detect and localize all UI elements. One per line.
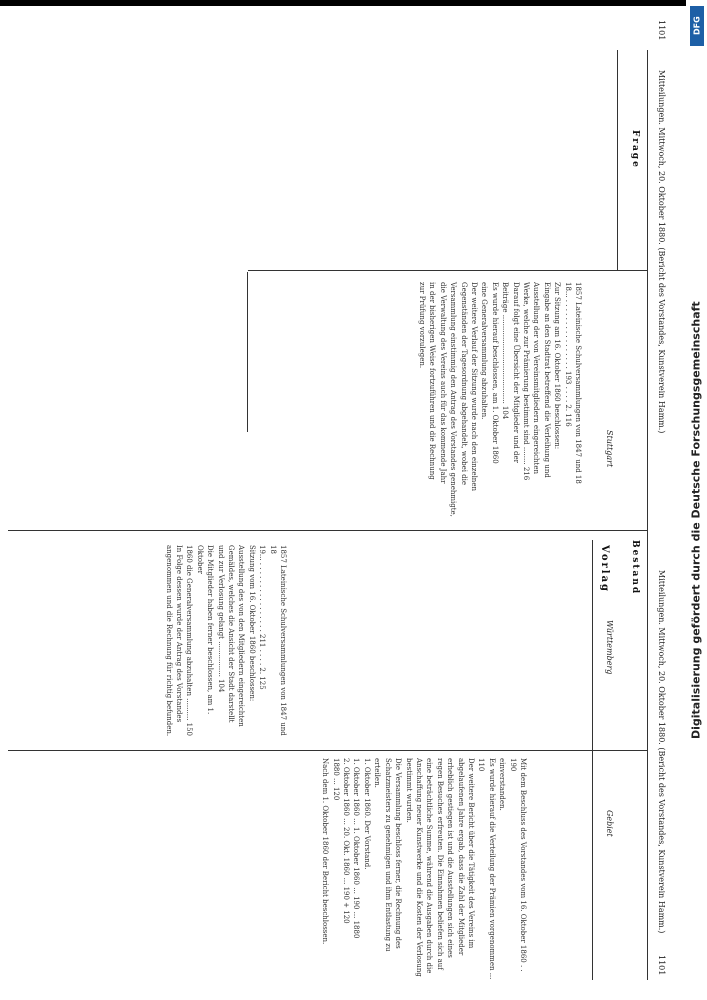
right-section-heading: Vorlag	[599, 545, 610, 594]
dfg-logo: DFG	[690, 6, 704, 46]
body-line: einverstanden.	[498, 758, 507, 811]
page-number-left: 1101	[657, 20, 666, 41]
body-line: Darauf folgt eine Übersicht der Mitglieder und der	[511, 282, 520, 464]
body-line: Beiträge ........................................ 104	[501, 282, 510, 420]
body-line: 1. Oktober 1860 ... 1. Oktober 1860 ... 190 ... 1880	[352, 758, 361, 939]
body-line: 1857 Lateinische Schulversammlungen von 1847 und 18	[268, 545, 287, 736]
left-column-divider	[248, 270, 648, 271]
running-header-left: Mitteilungen. Mittwoch, 20. Oktober 1880. (Bericht des Vorstandes, Kunstverein Hamm.)	[657, 70, 666, 434]
body-line: Gemäldes, welches die Ansicht der Stadt darstellt	[226, 545, 235, 723]
body-line: bestimmt wurden.	[404, 758, 413, 823]
body-line: Gegenständen der Tagesordnung abgehandelt, wobei die	[459, 282, 468, 486]
running-header-right: Mitteilungen. Mittwoch, 20. Oktober 1880. (Bericht des Vorstandes, Kunstverein Hamm.)	[657, 570, 666, 934]
body-line: Es wurde hierauf die Verteilung der Prämien vorgenommen ... 110	[477, 758, 496, 980]
right-page-left-body	[163, 545, 288, 745]
top-scan-edge	[0, 0, 707, 6]
left-subheader-rule	[617, 50, 618, 270]
body-line: 1. Oktober 1860. Der Vorstand.	[362, 758, 371, 870]
page-number-right: 1101	[657, 955, 666, 976]
body-line: Mit dem Beschluss des Vorstandes vom 16. Oktober 1860 . . 190	[508, 758, 527, 972]
body-line: Ausstellung des von den Mitgliedern eingereichten	[237, 545, 246, 727]
left-section-heading-right: Bestand	[630, 540, 640, 596]
body-line: Nach dem 1. Oktober 1860 der Bericht beschlossen.	[321, 758, 330, 945]
body-line: Anschaffung neuer Kunstwerke und die Kosten der Verlosung	[414, 758, 423, 977]
right-column-header-left: Württemberg	[605, 620, 614, 675]
body-line: und zur Verlosung gelangt ................ 104	[216, 545, 225, 693]
body-line: Die Versammlung beschloss ferner, die Rechnung des	[394, 758, 403, 949]
body-line: 18... . . . . . . . . . . . . . . . . 193 . . . . 2. 116	[563, 282, 572, 427]
left-end-rule	[247, 272, 248, 432]
body-line: Es wurde hierauf beschlossen, am 1. Oktober 1860	[490, 282, 499, 464]
body-line: In Folge dessen wurde der Antrag des Vorstandes	[174, 545, 183, 723]
body-line: Werke, welche zur Prämierung bestimmt sind ........ 216	[521, 282, 530, 481]
body-line: 19... . . . . . . . . . . . . . . . . 211 . . . . 2. 125	[258, 545, 267, 690]
right-column-header-right: Gebiet	[605, 810, 614, 837]
body-line: eine Generalversammlung abzuhalten.	[480, 282, 489, 420]
body-line: 2. Oktober 1860 ... 20. Okt. 1860 ... 190 + 120	[342, 758, 351, 924]
right-page-right-body	[320, 758, 528, 983]
body-line: Versammlung einstimmig den Antrag des Vorstandes genehmigte,	[449, 282, 458, 517]
body-line: abgelaufenen Jahre ergab, dass die Zahl der Mitglieder	[456, 758, 465, 956]
body-line: Schatzmeisters zu genehmigen und ihm Entlastung zu erteilen.	[373, 758, 392, 952]
body-line: Die Mitglieder haben ferner beschlossen, am 1. Oktober	[195, 545, 215, 715]
body-line: regen Besuches erfreuten. Die Einnahmen beliefen sich auf	[435, 758, 444, 970]
body-line: erheblich gestiegen ist und die Ausstellungen sich eines	[446, 758, 455, 958]
left-page-body	[417, 282, 584, 522]
body-line: Zur Sitzung am 16. Oktober 1860 beschlossen:	[553, 282, 562, 450]
body-line: 1857 Lateinische Schulversammlungen von 1847 und 18	[574, 282, 582, 484]
right-subheader-rule	[592, 540, 593, 980]
funding-notice: Digitalisierung gefördert durch die Deutsche Forschungsgemeinschaft	[689, 301, 703, 739]
body-line: in der bisherigen Weise fortzuführen und die Rechnung	[428, 282, 437, 480]
rotated-document-spread	[8, 10, 678, 990]
body-line: zur Prüfung vorzulegen.	[417, 282, 426, 369]
body-line: Ausstellung der von Vereinsmitgliedern eingereichten	[532, 282, 541, 475]
header-rule	[647, 50, 648, 980]
body-line: eine beträchtliche Summe, während die Ausgaben durch die	[425, 758, 434, 974]
body-line: angenommen und die Rechnung für richtig befunden.	[164, 545, 173, 737]
body-line: Der weitere Verlauf der Sitzung wurde nach den einzelnen	[469, 282, 478, 491]
page-gutter	[8, 530, 648, 531]
left-column-header: Stuttgart	[605, 430, 614, 468]
body-line: 1860 die Generalversammlung abzuhalten .......... 150	[185, 545, 194, 737]
body-line: Der weitere Bericht über die Tätigkeit des Vereins im	[466, 758, 475, 949]
body-line: Sitzung vom 16. Oktober 1860 beschlossen:	[247, 545, 256, 702]
body-line: Eingabe an den Stadtrat betreffend die Verleihung und	[542, 282, 551, 478]
body-line: die Verwaltung des Vereins auch für das kommende Jahr	[438, 282, 447, 484]
body-line: 1880 ... 120	[331, 758, 340, 801]
left-section-heading: Frage	[630, 130, 640, 169]
right-column-divider	[8, 750, 648, 751]
